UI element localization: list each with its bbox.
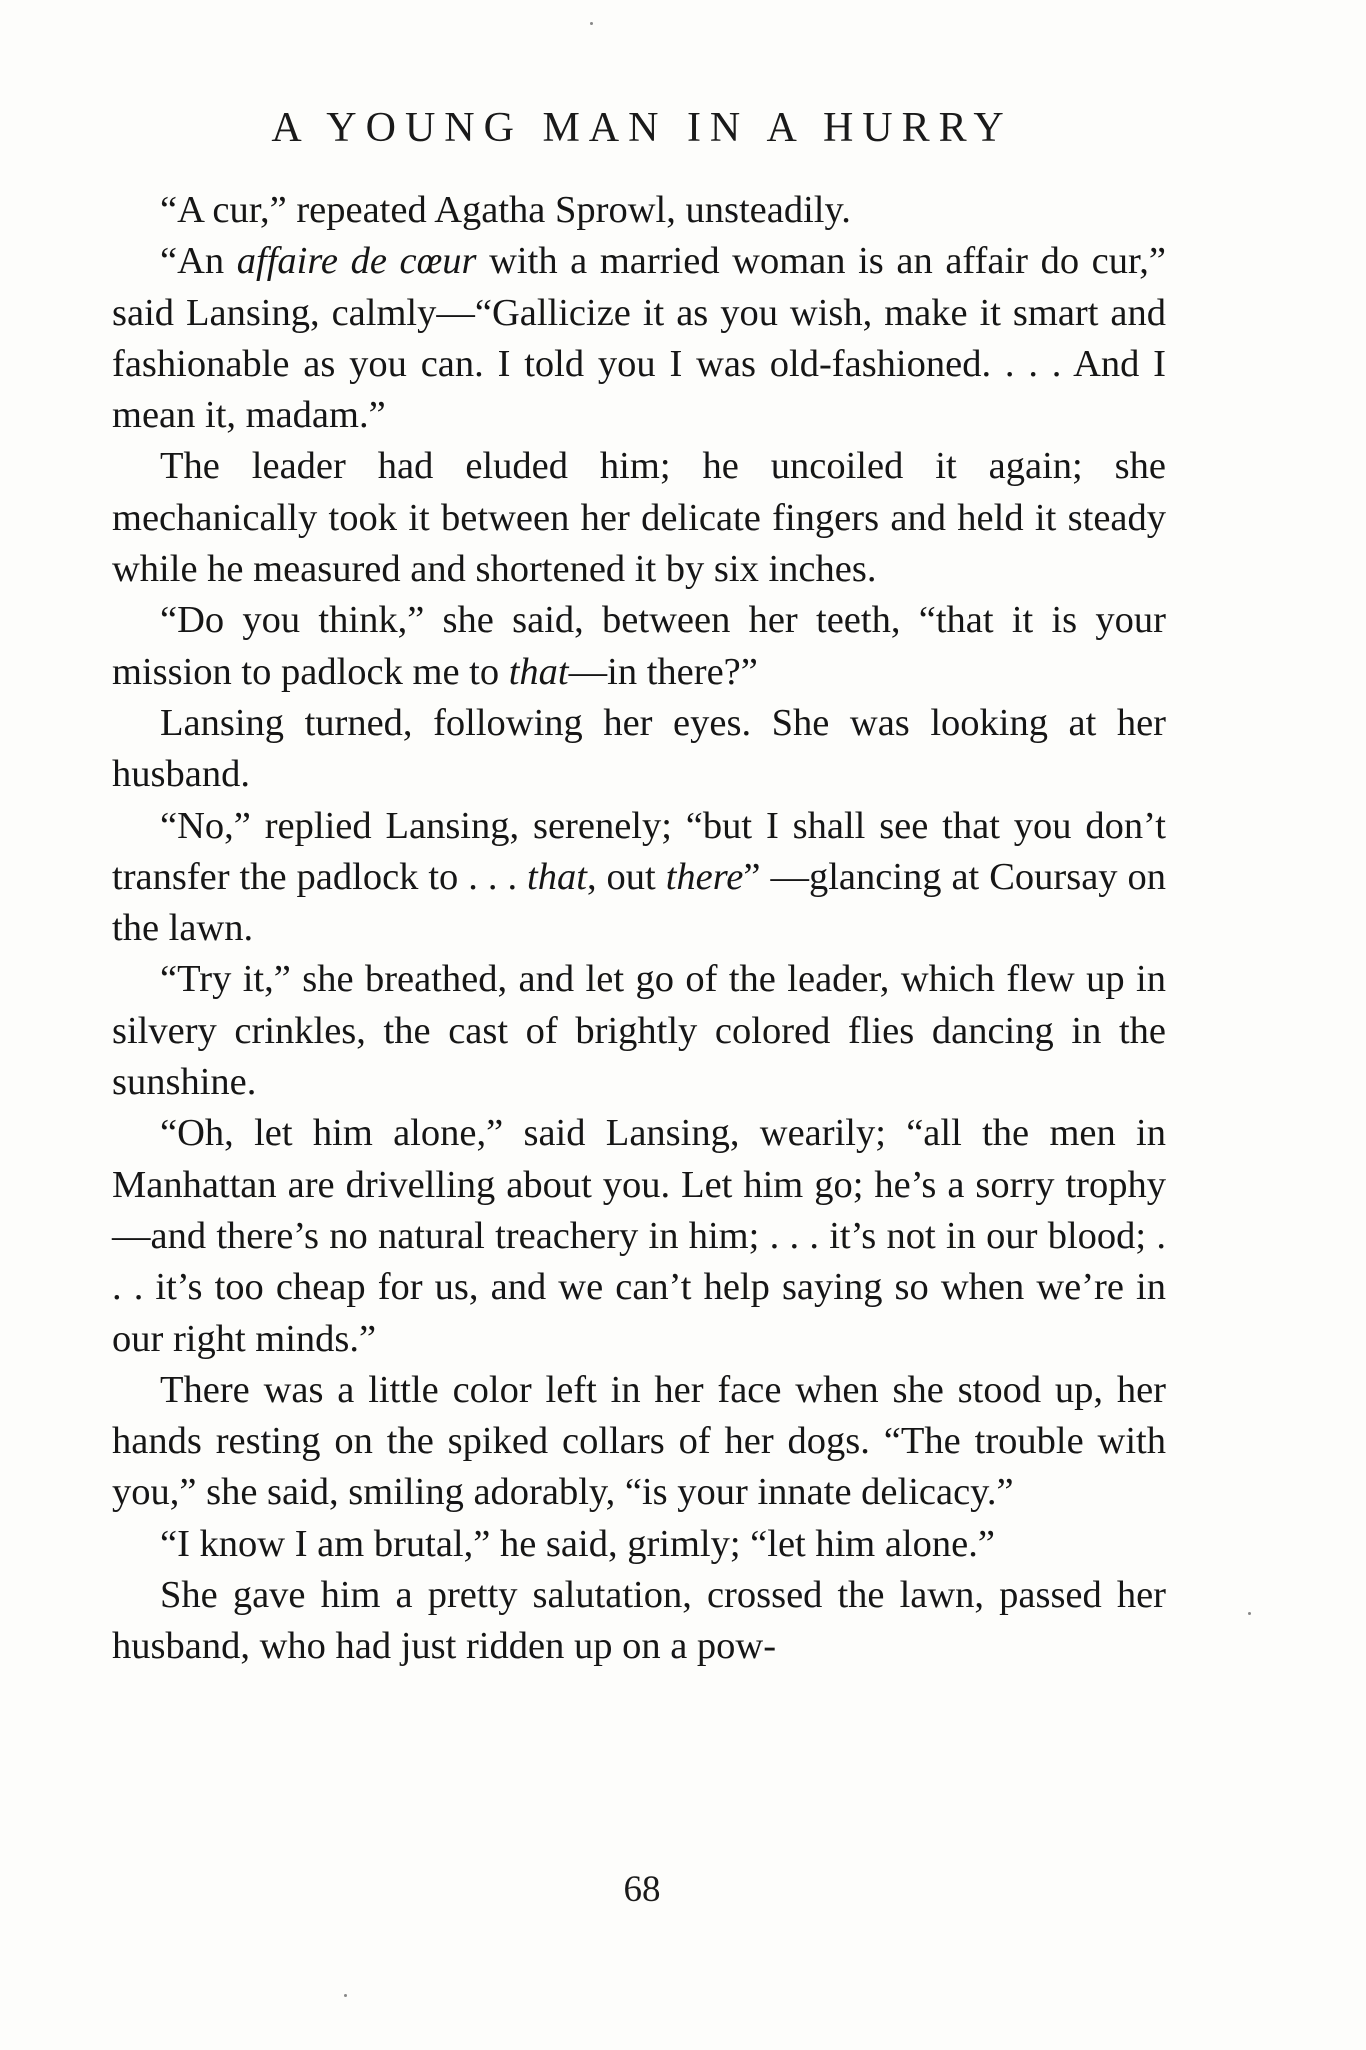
scan-speck bbox=[590, 22, 593, 25]
paragraph: “A cur,” repeated Agatha Sprowl, unsteadily. bbox=[160, 189, 851, 231]
italic-word: that bbox=[508, 650, 569, 693]
paragraph-text: “An bbox=[160, 240, 237, 283]
italic-word: there bbox=[665, 855, 744, 898]
italic-word: that bbox=[527, 855, 587, 898]
running-head: A YOUNG MAN IN A HURRY bbox=[271, 105, 1013, 151]
paragraph-text: “No,” replied Lansing, serenely; “but I shall see that you don’t transfer the padlock to . . . bbox=[112, 804, 1166, 898]
paragraph: There was a little color left in her face when she stood up, her hands resting on the spiked collars of her dogs. “The trouble with you,” she said, smiling adorably, “is your innate delicacy.” bbox=[112, 1368, 1166, 1514]
paragraph-text: with a married woman is an affair do cur,” said Lansing, calmly—“Gallicize it as you wish, make it smart and fashionable as you can. I told you I was old-fashioned. . . . And I mean it, madam.” bbox=[112, 240, 1166, 437]
paragraph bbox=[112, 801, 1166, 955]
page-number: 68 bbox=[623, 1869, 661, 1910]
paragraph-text: ” —glancing at Coursay on the lawn. bbox=[112, 855, 1167, 950]
scan-speck bbox=[1248, 1612, 1251, 1615]
paragraph bbox=[112, 595, 1166, 698]
italic-phrase: affaire de cœur bbox=[236, 240, 477, 283]
paragraph: “Oh, let him alone,” said Lansing, wearily; “all the men in Manhattan are drivelling about you. Let him go; he’s a sorry trophy—and there’s no natural treachery in him; . . . it’s not in our blood; . . . it’s too cheap for us, and we can’t help saying so when we’re in our right minds.” bbox=[112, 1112, 1166, 1360]
scan-speck bbox=[344, 1994, 347, 1997]
paragraph-text: —in there?” bbox=[568, 650, 758, 693]
paragraph-text: “Do you think,” she said, between her teeth, “that it is your mission to padlock me to bbox=[112, 599, 1166, 693]
paragraph bbox=[112, 236, 1166, 441]
paragraph: The leader had eluded him; he uncoiled it again; she mechanically took it between her delicate fingers and held it steady while he measured and shortened it by six inches. bbox=[112, 445, 1166, 591]
paragraph-text: , out bbox=[586, 855, 666, 898]
paragraph: She gave him a pretty salutation, crossed the lawn, passed her husband, who had just ridden up on a pow- bbox=[112, 1574, 1166, 1668]
paragraph: “I know I am brutal,” he said, grimly; “let him alone.” bbox=[160, 1522, 995, 1565]
body-text bbox=[112, 185, 1166, 1673]
paragraph: Lansing turned, following her eyes. She was looking at her husband. bbox=[112, 701, 1166, 796]
paragraph: “Try it,” she breathed, and let go of the leader, which flew up in silvery crinkles, the cast of brightly colored flies dancing in the sunshine. bbox=[112, 958, 1166, 1104]
